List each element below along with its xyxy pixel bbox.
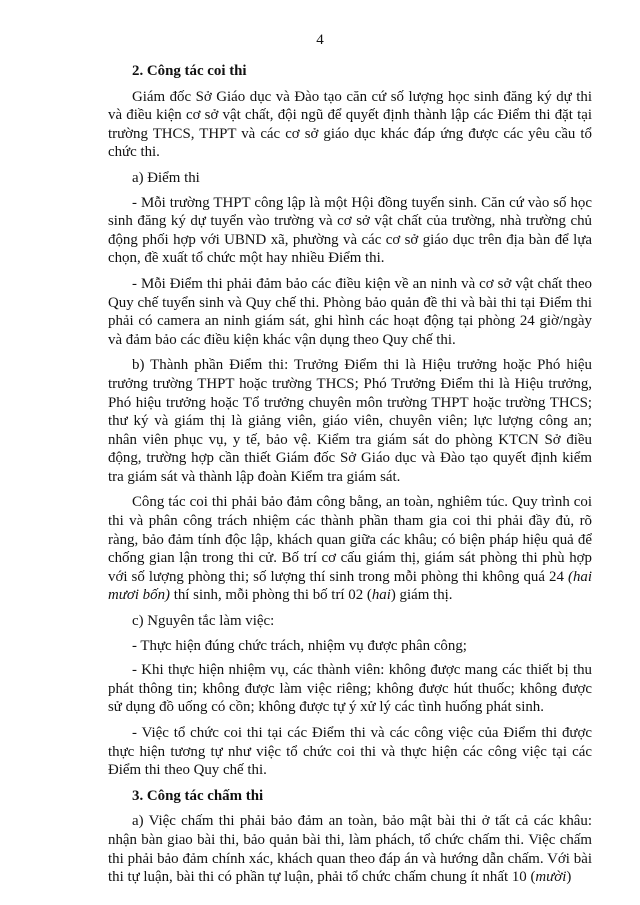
page-number: 4 [316,32,324,48]
subsection-a-title: a) Điểm thi [132,169,200,186]
section-3-paragraph-a [108,812,592,886]
italic-text: (hai mươi bốn) [108,568,592,604]
section-2-heading: 2. Công tác coi thi [132,63,247,79]
subsection-c-item-3: - Việc tổ chức coi thi tại các Điểm thi và các công việc của Điểm thi được thực hiện tương tự như việc tổ chức coi thi và thực hiện các công việc tại các Điểm thi theo Quy chế thi. [108,725,592,779]
subsection-b-paragraph-1: b) Thành phần Điểm thi: Trưởng Điểm thi là Hiệu trưởng hoặc Phó hiệu trưởng trường THPT hoặc trường THCS; Phó Trưởng Điểm thi là Hiệu trưởng, Phó hiệu trưởng hoặc Tổ trưởng chuyên môn trường THPT hoặc trường THCS; thư ký và giám thị là giảng viên, giáo viên, chuyên viên; lực lượng công an; nhân viên phục vụ, y tế, bảo vệ. Kiểm tra giám sát do phòng KTCN Sở điều động, trường hợp cần thiết Giám đốc Sở Giáo dục và Đào tạo quyết định kiểm tra giám sát và thành lập đoàn Kiểm tra giám sát. [108,357,592,485]
text-run: ) giám thị. [390,587,453,604]
text-run: Công tác coi thi phải bảo đảm công bằng, an toàn, nghiêm túc. Quy trình coi thi và phân công trách nhiệm các thành phần tham gia coi thi phải đầy đủ, rõ ràng, bảo đảm tính độc lập, khách quan giữa các khâu; có biện pháp hiệu quả để chống gian lận trong thi cử. Bố trí cơ cấu giám thị, giám sát phòng thi phù hợp với số lượng phòng thi; số lượng thí sinh trong mỗi phòng thi không quá 24 [108,494,592,585]
subsection-a-paragraph-2: - Mỗi Điểm thi phải đảm bảo các điều kiện về an ninh và cơ sở vật chất theo Quy chế tuyển sinh và Quy chế thi. Phòng bảo quản đề thi và bài thi tại Điểm thi phải có camera an ninh giám sát, ghi hình các hoạt động tại phòng 24 giờ/ngày và đảm bảo các điều kiện khác vận dụng theo Quy chế thi. [108,275,592,348]
section-2-intro: Giám đốc Sở Giáo dục và Đào tạo căn cứ số lượng học sinh đăng ký dự thi và điều kiện cơ sở vật chất, đội ngũ để quyết định thành lập các Điểm thi đặt tại trường THCS, THPT và các cơ sở giáo dục khác đáp ứng được các yêu cầu tổ chức thi. [108,88,592,161]
subsection-c-title: c) Nguyên tắc làm việc: [132,613,275,630]
subsection-c-item-2: - Khi thực hiện nhiệm vụ, các thành viên: không được mang các thiết bị thu phát thông tin; không được làm việc riêng; không được hút thuốc; không được sử dụng đồ uống có cồn; không được tự ý xử lý các tình huống phát sinh. [108,662,592,716]
italic-text: hai [371,587,391,604]
subsection-c-item-1: - Thực hiện đúng chức trách, nhiệm vụ được phân công; [132,637,467,654]
document-body [108,62,592,894]
text-run: thí sinh, mỗi phòng thi bố trí 02 ( [169,587,372,604]
subsection-b-paragraph-2 [108,493,592,605]
subsection-a-paragraph-1: - Mỗi trường THPT công lập là một Hội đồng tuyển sinh. Căn cứ vào số học sinh đăng ký dự tuyển vào trường và cơ sở vật chất của trường, nhà trường chủ động phối hợp với UBND xã, phường và các cơ sở giáo dục trên địa bàn để lựa chọn, đề xuất tổ chức một hay nhiều Điểm thi. [108,194,592,267]
italic-text: mười [535,869,567,886]
text-run: ) [566,869,572,886]
section-3-heading: 3. Công tác chấm thi [132,787,264,804]
text-run: a) Việc chấm thi phải bảo đảm an toàn, bảo mật bài thi ở tất cả các khâu: nhận bàn giao bài thi, bảo quản bài thi, làm phách, tổ chức chấm thi. Việc chấm thi phải bảo đảm chính xác, khách quan theo đáp án và hướng dẫn chấm. Với bài thi tự luận, bài thi có phần tự luận, phải tổ chức chấm chung ít nhất 10 ( [108,813,592,886]
